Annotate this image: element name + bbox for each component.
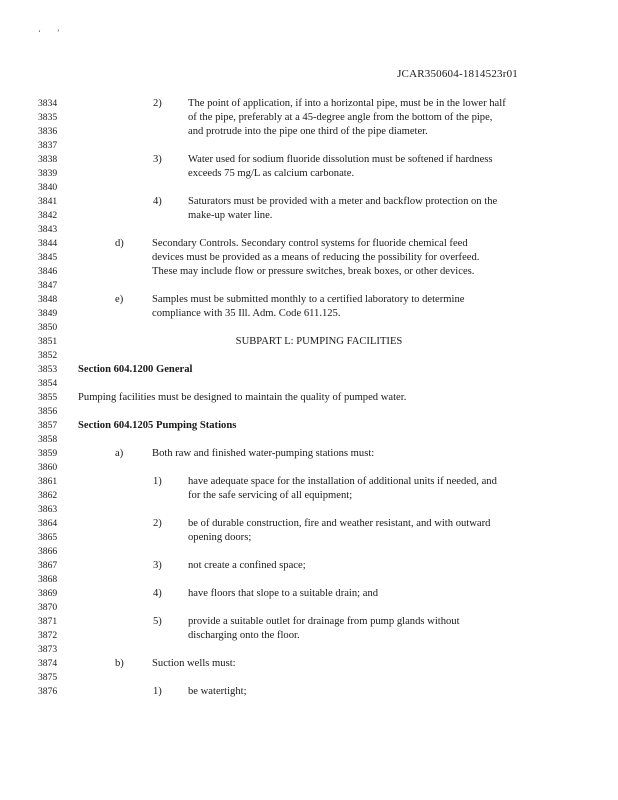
- line-number: 3857: [38, 420, 58, 431]
- line-text: devices must be provided as a means of reducing the possibility for overfeed.: [152, 252, 480, 263]
- line-number: 3864: [38, 518, 58, 529]
- document-line: [0, 321, 618, 335]
- line-number: 3873: [38, 644, 58, 655]
- item-label: 4): [153, 196, 162, 207]
- line-number: 3836: [38, 126, 58, 137]
- line-number: 3868: [38, 574, 58, 585]
- item-label: 1): [153, 686, 162, 697]
- line-number: 3874: [38, 658, 58, 669]
- document-line: [0, 251, 618, 265]
- line-text: have adequate space for the installation of additional units if needed, and: [188, 476, 497, 487]
- document-line: [0, 615, 618, 629]
- line-text: exceeds 75 mg/L as calcium carbonate.: [188, 168, 355, 179]
- line-number: 3867: [38, 560, 58, 571]
- line-text: Saturators must be provided with a meter and backflow protection on the: [188, 196, 498, 207]
- line-number: 3860: [38, 462, 58, 473]
- item-label: b): [115, 658, 124, 669]
- line-text: Samples must be submitted monthly to a certified laboratory to determine: [152, 294, 465, 305]
- line-number: 3851: [38, 336, 58, 347]
- line-text: Water used for sodium fluoride dissolution must be softened if hardness: [188, 154, 493, 165]
- subpart-heading: SUBPART L: PUMPING FACILITIES: [235, 336, 403, 347]
- document-line: [0, 125, 618, 139]
- document-line: [0, 573, 618, 587]
- document-id-header: JCAR350604-1814523r01: [397, 68, 518, 80]
- line-number: 3872: [38, 630, 58, 641]
- document-line: [0, 391, 618, 405]
- document-line: [0, 97, 618, 111]
- document-line: [0, 139, 618, 153]
- line-number: 3862: [38, 490, 58, 501]
- document-line: [0, 433, 618, 447]
- line-text: provide a suitable outlet for drainage from pump glands without: [188, 616, 460, 627]
- line-number: 3854: [38, 378, 58, 389]
- document-line: [0, 111, 618, 125]
- line-number: 3839: [38, 168, 58, 179]
- document-line: [0, 279, 618, 293]
- line-number: 3863: [38, 504, 58, 515]
- line-number: 3858: [38, 434, 58, 445]
- line-number: 3845: [38, 252, 58, 263]
- item-label: 5): [153, 616, 162, 627]
- item-label: 1): [153, 476, 162, 487]
- document-line: [0, 363, 618, 377]
- document-line: [0, 335, 618, 349]
- line-number: 3866: [38, 546, 58, 557]
- document-line: [0, 601, 618, 615]
- document-line: [0, 685, 618, 699]
- line-number: 3837: [38, 140, 58, 151]
- document-line: [0, 377, 618, 391]
- document-line: [0, 419, 618, 433]
- line-text: Secondary Controls. Secondary control systems for fluoride chemical feed: [152, 238, 468, 249]
- line-text: of the pipe, preferably at a 45-degree angle from the bottom of the pipe,: [188, 112, 493, 123]
- line-text: and protrude into the pipe one third of the pipe diameter.: [188, 126, 428, 137]
- line-number: 3847: [38, 280, 58, 291]
- line-number: 3861: [38, 476, 58, 487]
- line-number: 3835: [38, 112, 58, 123]
- document-line: [0, 293, 618, 307]
- line-text: opening doors;: [188, 532, 252, 543]
- line-number: 3840: [38, 182, 58, 193]
- document-line: [0, 503, 618, 517]
- line-number: 3843: [38, 224, 58, 235]
- line-text: be watertight;: [188, 686, 247, 697]
- item-label: a): [115, 448, 124, 459]
- document-line: [0, 531, 618, 545]
- document-line: [0, 545, 618, 559]
- line-number: 3848: [38, 294, 58, 305]
- line-text: have floors that slope to a suitable drain; and: [188, 588, 379, 599]
- document-line: [0, 475, 618, 489]
- item-label: 2): [153, 98, 162, 109]
- document-line: [0, 405, 618, 419]
- section-heading: Section 604.1200 General: [78, 364, 193, 375]
- line-text: Pumping facilities must be designed to maintain the quality of pumped water.: [78, 392, 407, 403]
- document-line: [0, 349, 618, 363]
- document-line: [0, 209, 618, 223]
- document-line: [0, 559, 618, 573]
- document-line: [0, 629, 618, 643]
- document-line: [0, 587, 618, 601]
- item-label: 3): [153, 560, 162, 571]
- line-text: Suction wells must:: [152, 658, 236, 669]
- line-number: 3844: [38, 238, 58, 249]
- item-label: 4): [153, 588, 162, 599]
- document-line: [0, 307, 618, 321]
- line-number: 3834: [38, 98, 58, 109]
- line-number: 3859: [38, 448, 58, 459]
- line-text: These may include flow or pressure switches, break boxes, or other devices.: [152, 266, 475, 277]
- line-number: 3876: [38, 686, 58, 697]
- line-text: for the safe servicing of all equipment;: [188, 490, 353, 501]
- line-number: 3838: [38, 154, 58, 165]
- line-text: The point of application, if into a horizontal pipe, must be in the lower half: [188, 98, 506, 109]
- document-line: [0, 153, 618, 167]
- document-line: [0, 167, 618, 181]
- document-line: [0, 181, 618, 195]
- line-number: 3855: [38, 392, 58, 403]
- line-number: 3871: [38, 616, 58, 627]
- line-text: compliance with 35 Ill. Adm. Code 611.125.: [152, 308, 341, 319]
- item-label: e): [115, 294, 124, 305]
- line-number: 3875: [38, 672, 58, 683]
- line-number: 3842: [38, 210, 58, 221]
- line-number: 3841: [38, 196, 58, 207]
- line-number: 3853: [38, 364, 58, 375]
- item-label: 2): [153, 518, 162, 529]
- line-text: be of durable construction, fire and weather resistant, and with outward: [188, 518, 491, 529]
- line-number: 3852: [38, 350, 58, 361]
- document-line: [0, 237, 618, 251]
- document-line: [0, 643, 618, 657]
- line-number: 3870: [38, 602, 58, 613]
- document-line: [0, 671, 618, 685]
- line-number: 3856: [38, 406, 58, 417]
- line-number: 3846: [38, 266, 58, 277]
- line-text: not create a confined space;: [188, 560, 306, 571]
- document-line: [0, 265, 618, 279]
- scan-artifact: ‘ ’: [38, 28, 60, 38]
- line-text: discharging onto the floor.: [188, 630, 300, 641]
- document-line: [0, 657, 618, 671]
- line-number: 3850: [38, 322, 58, 333]
- line-number: 3865: [38, 532, 58, 543]
- document-line: [0, 195, 618, 209]
- document-line: [0, 517, 618, 531]
- document-line: [0, 461, 618, 475]
- document-line: [0, 223, 618, 237]
- line-text: Both raw and finished water-pumping stations must:: [152, 448, 375, 459]
- item-label: 3): [153, 154, 162, 165]
- item-label: d): [115, 238, 124, 249]
- line-text: make-up water line.: [188, 210, 273, 221]
- section-heading: Section 604.1205 Pumping Stations: [78, 420, 237, 431]
- line-number: 3849: [38, 308, 58, 319]
- line-number: 3869: [38, 588, 58, 599]
- document-line: [0, 489, 618, 503]
- document-line: [0, 447, 618, 461]
